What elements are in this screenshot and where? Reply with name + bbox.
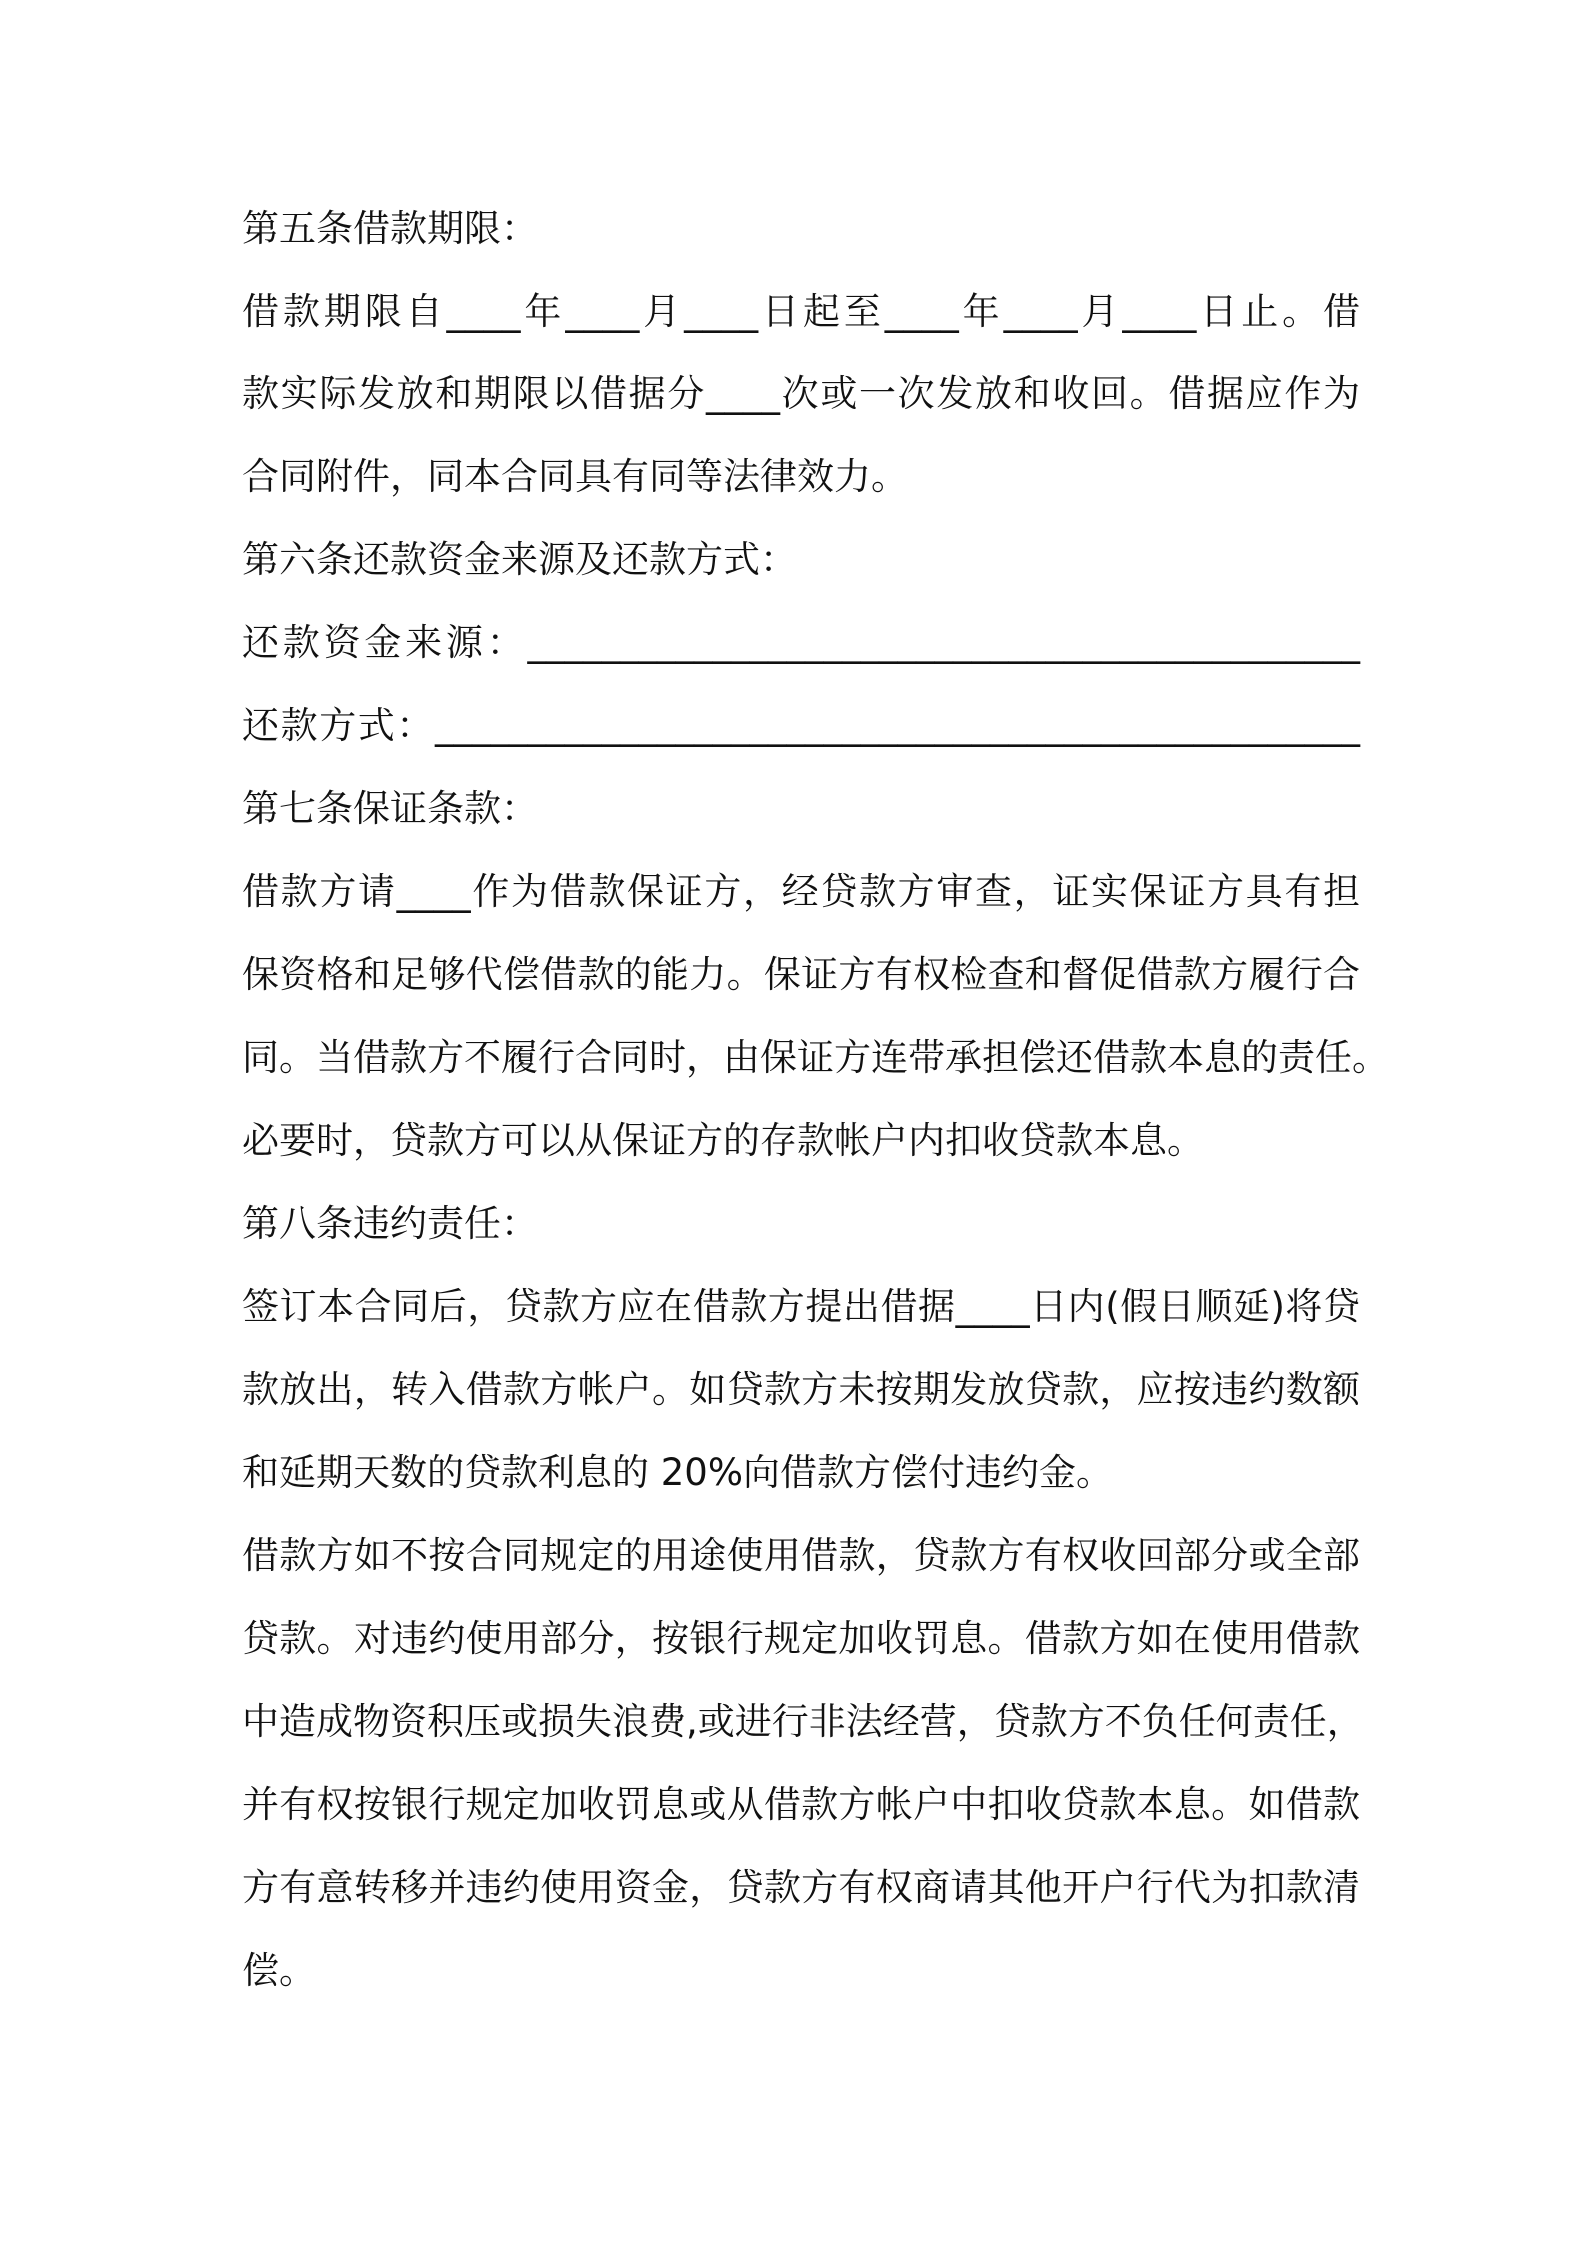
- article-8-text-line: 款放出，转入借款方帐户。如贷款方未按期发放贷款，应按违约数额: [242, 1368, 1360, 1411]
- article-8-text-line: 方有意转移并违约使用资金，贷款方有权商请其他开户行代为扣款清: [242, 1866, 1360, 1909]
- article-6-heading: 第六条还款资金来源及还款方式：: [242, 538, 797, 581]
- article-5-text-line: 借款期限自____年____月____日起至____年____月____日止。借: [242, 290, 1360, 333]
- article-7-text-line: 同。当借款方不履行合同时，由保证方连带承担偿还借款本息的责任。: [242, 1036, 1389, 1079]
- repayment-source-line: 还款资金来源：_____________________________________________: [242, 621, 1360, 664]
- repayment-method-line: 还款方式：__________________________________________________: [242, 704, 1360, 747]
- article-8-text-line: 借款方如不按合同规定的用途使用借款，贷款方有权收回部分或全部: [242, 1534, 1360, 1577]
- article-8-text-line: 中造成物资积压或损失浪费,或进行非法经营，贷款方不负任何责任，: [242, 1700, 1364, 1743]
- article-8-text-line: 贷款。对违约使用部分，按银行规定加收罚息。借款方如在使用借款: [242, 1617, 1360, 1660]
- article-7-text-line: 保资格和足够代偿借款的能力。保证方有权检查和督促借款方履行合: [242, 953, 1360, 996]
- article-7-text-line: 必要时，贷款方可以从保证方的存款帐户内扣收贷款本息。: [242, 1119, 1204, 1162]
- article-7-text-line: 借款方请____作为借款保证方，经贷款方审查，证实保证方具有担: [242, 870, 1360, 913]
- article-8-text-line: 并有权按银行规定加收罚息或从借款方帐户中扣收贷款本息。如借款: [242, 1783, 1360, 1826]
- article-8-text-line: 偿。: [242, 1949, 316, 1992]
- article-8-text-line: 和延期天数的贷款利息的 20%向借款方偿付违约金。: [242, 1451, 1113, 1494]
- article-5-text-line: 款实际发放和期限以借据分____次或一次发放和收回。借据应作为: [242, 372, 1360, 415]
- article-5-text-line: 合同附件，同本合同具有同等法律效力。: [242, 455, 908, 498]
- article-8-heading: 第八条违约责任：: [242, 1202, 538, 1245]
- article-7-heading: 第七条保证条款：: [242, 787, 538, 830]
- article-8-text-line: 签订本合同后，贷款方应在借款方提出借据____日内(假日顺延)将贷: [242, 1285, 1360, 1328]
- article-5-heading: 第五条借款期限：: [242, 207, 538, 250]
- document-page: [242, 0, 1389, 2244]
